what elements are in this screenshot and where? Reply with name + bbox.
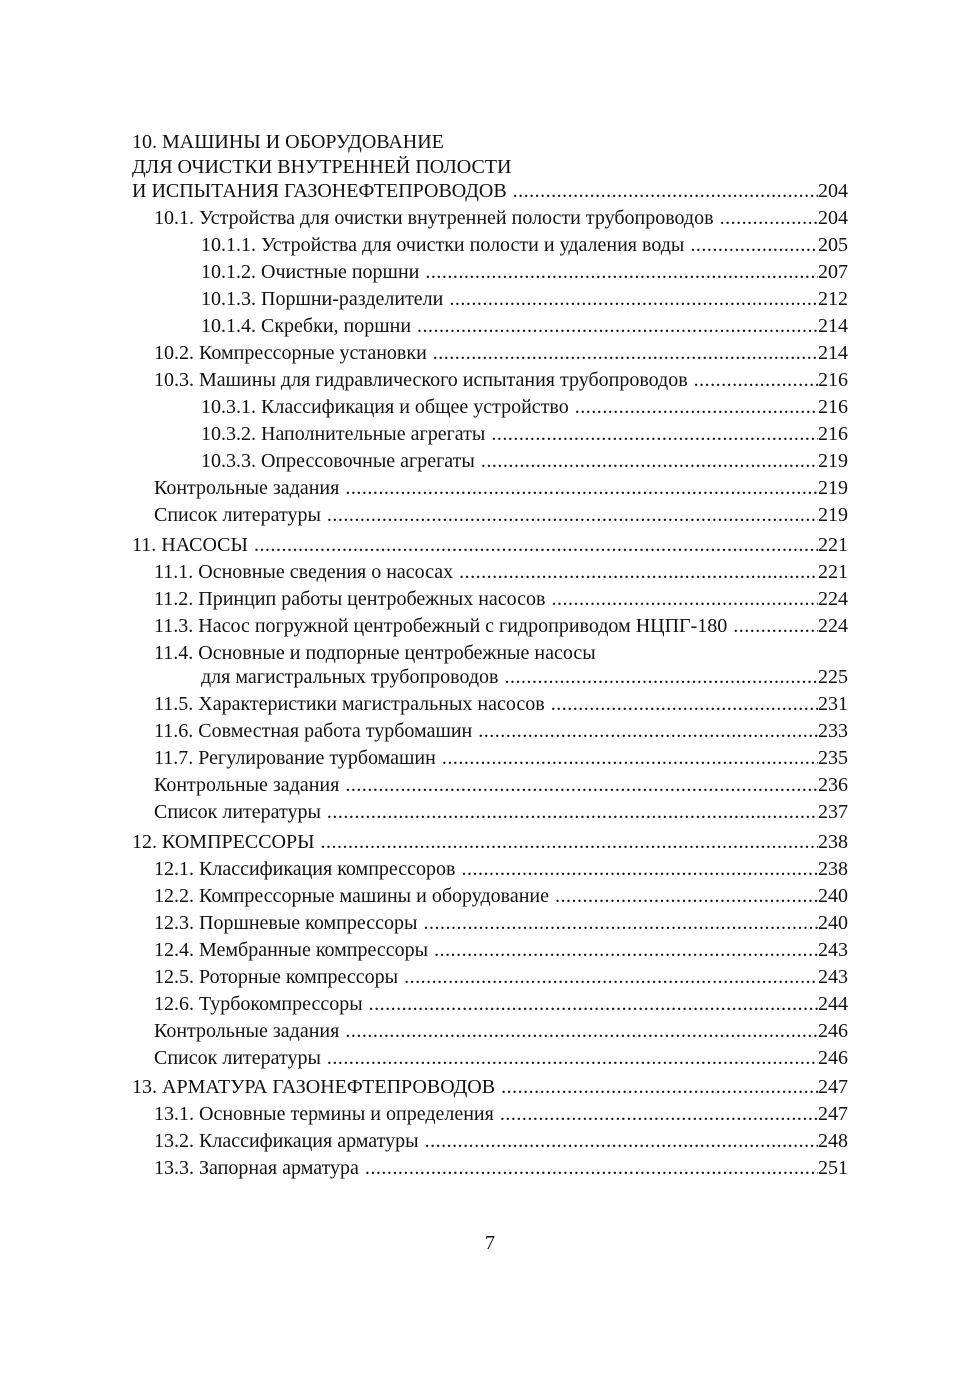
toc-entry-label: 11.6. Совместная работа турбомашин <box>154 720 473 742</box>
toc-entry-page: 219 <box>818 504 848 526</box>
toc-entry <box>132 503 848 528</box>
toc-entry <box>132 560 848 585</box>
toc-entry-label: Контрольные задания <box>154 774 340 796</box>
toc-entry-page: 244 <box>818 992 848 1015</box>
dot-leader <box>417 911 818 936</box>
toc-entry <box>132 773 848 798</box>
toc-entry <box>132 665 848 690</box>
toc-entry-page: 236 <box>818 774 848 796</box>
dot-leader <box>427 341 818 366</box>
toc-entry-page: 219 <box>818 477 848 499</box>
toc-entry-label: Контрольные задания <box>154 1019 340 1042</box>
toc-entry-page: 247 <box>818 1076 848 1098</box>
toc-entry-page: 248 <box>818 1130 848 1152</box>
toc-entry-label: 10.3.2. Наполнительные агрегаты <box>201 423 486 445</box>
toc-entry <box>132 260 848 285</box>
toc-entry <box>132 476 848 501</box>
dot-leader <box>494 1102 818 1127</box>
toc-entry-label: 10.2. Компрессорные установки <box>154 342 427 364</box>
toc-entry-label: для магистральных трубопроводов <box>201 666 499 688</box>
toc-entry <box>132 1156 848 1181</box>
toc-entry-page: 205 <box>818 234 848 256</box>
toc-entry <box>132 992 848 1017</box>
toc-entry-page: 237 <box>818 801 848 823</box>
toc-entry-label: 11.7. Регулирование турбомашин <box>154 747 436 769</box>
toc-chapter-entry <box>132 179 848 204</box>
toc-heading-line: 11.4. Основные и подпорные центробежные насосы <box>154 641 596 664</box>
toc-entry-label: 11.3. Насос погружной центробежный с гидроприводом НЦПГ-180 <box>154 614 728 637</box>
toc-entry-page: 225 <box>818 666 848 688</box>
toc-entry-page: 224 <box>818 614 848 637</box>
toc-entry <box>132 341 848 366</box>
dot-leader <box>363 992 818 1017</box>
toc-entry-label: 10.1. Устройства для очистки внутренней полости трубопроводов <box>154 207 714 229</box>
dot-leader <box>321 503 818 528</box>
toc-entry-page: 204 <box>818 180 848 202</box>
toc-chapter-entry <box>132 533 848 558</box>
dot-leader <box>248 533 818 558</box>
toc-entry <box>132 233 848 258</box>
dot-leader <box>453 560 818 585</box>
page-number: 7 <box>485 1232 495 1254</box>
toc-entry <box>132 206 848 231</box>
toc-entry-page: 240 <box>818 884 848 907</box>
dot-leader <box>545 692 818 717</box>
toc-entry-label: 10.1.2. Очистные поршни <box>201 261 420 283</box>
toc-entry-label: 11. НАСОСЫ <box>132 533 248 556</box>
toc-entry-label: 10.1.3. Поршни-разделители <box>201 288 444 310</box>
dot-leader <box>455 857 818 882</box>
toc-entry-page: 246 <box>818 1046 848 1069</box>
toc-entry <box>132 1102 848 1127</box>
toc-entry-page: 247 <box>818 1103 848 1125</box>
dot-leader <box>495 1075 818 1100</box>
toc-heading-line: ДЛЯ ОЧИСТКИ ВНУТРЕННЕЙ ПОЛОСТИ <box>132 155 512 178</box>
toc-entry <box>132 422 848 447</box>
toc-entry-label: 11.1. Основные сведения о насосах <box>154 560 454 583</box>
toc-entry-page: 212 <box>818 288 848 310</box>
toc-entry-page: 224 <box>818 587 848 610</box>
toc-entry-page: 231 <box>818 693 848 715</box>
toc-entry-label: 11.2. Принцип работы центробежных насосов <box>154 587 546 610</box>
dot-leader <box>549 884 818 909</box>
toc-entry <box>132 314 848 339</box>
dot-leader <box>321 1046 818 1071</box>
toc-entry-label: 13. АРМАТУРА ГАЗОНЕФТЕПРОВОДОВ <box>132 1076 496 1098</box>
toc-entry <box>132 884 848 909</box>
toc-entry <box>132 857 848 882</box>
dot-leader <box>472 719 818 744</box>
toc-entry-page: 221 <box>818 560 848 583</box>
toc-entry-page: 240 <box>818 911 848 934</box>
dot-leader <box>428 938 818 963</box>
dot-leader <box>321 800 818 825</box>
dot-leader <box>684 233 818 258</box>
toc-entry <box>132 1129 848 1154</box>
toc-entry-page: 207 <box>818 261 848 283</box>
toc-entry-label: 12.4. Мембранные компрессоры <box>154 938 429 961</box>
toc-entry-page: 216 <box>818 396 848 418</box>
toc-entry <box>132 719 848 744</box>
dot-leader <box>315 830 818 855</box>
dot-leader <box>569 395 818 420</box>
toc-entry <box>132 800 848 825</box>
toc-entry-label: Список литературы <box>154 504 321 526</box>
dot-leader <box>688 368 818 393</box>
toc-entry-page: 238 <box>818 830 848 853</box>
dot-leader <box>419 1129 818 1154</box>
dot-leader <box>339 476 818 501</box>
toc-entry <box>132 1019 848 1044</box>
dot-leader <box>499 665 819 690</box>
toc-entry <box>132 938 848 963</box>
toc-entry-label: И ИСПЫТАНИЯ ГАЗОНЕФТЕПРОВОДОВ <box>132 180 507 202</box>
toc-entry <box>132 368 848 393</box>
toc-entry-page: 214 <box>818 315 848 337</box>
toc-entry <box>132 449 848 474</box>
toc-entry-label: 12.5. Роторные компрессоры <box>154 965 399 988</box>
toc-entry-page: 251 <box>818 1157 848 1179</box>
toc-entry-label: 12.3. Поршневые компрессоры <box>154 911 418 934</box>
toc-entry-page: 243 <box>818 965 848 988</box>
toc-entry <box>132 911 848 936</box>
toc-entry-label: 10.3.1. Классификация и общее устройство <box>201 396 569 418</box>
dot-leader <box>714 206 818 231</box>
toc-entry-label: 10.3. Машины для гидравлического испытания трубопроводов <box>154 369 688 391</box>
toc-entry-page: 243 <box>818 938 848 961</box>
toc-entry-label: 12.1. Классификация компрессоров <box>154 857 456 880</box>
toc-entry <box>132 965 848 990</box>
toc-entry-page: 204 <box>818 207 848 229</box>
toc-entry-label: 13.3. Запорная арматура <box>154 1157 359 1179</box>
toc-entry-label: Контрольные задания <box>154 477 340 499</box>
dot-leader <box>359 1156 818 1181</box>
toc-entry-label: Список литературы <box>154 801 321 823</box>
toc-entry <box>132 287 848 312</box>
dot-leader <box>411 314 818 339</box>
toc-entry <box>132 395 848 420</box>
toc-chapter-entry <box>132 1075 848 1100</box>
toc-entry <box>132 746 848 771</box>
toc-entry-page: 246 <box>818 1019 848 1042</box>
toc-entry-label: 10.3.3. Опрессовочные агрегаты <box>201 450 475 472</box>
toc-entry-label: 13.1. Основные термины и определения <box>154 1103 494 1125</box>
dot-leader <box>419 260 818 285</box>
toc-entry-page: 238 <box>818 857 848 880</box>
toc-entry-label: 12.6. Турбокомпрессоры <box>154 992 363 1015</box>
dot-leader <box>339 773 818 798</box>
toc-entry <box>132 1046 848 1071</box>
dot-leader <box>436 746 818 771</box>
toc-entry-page: 235 <box>818 747 848 769</box>
dot-leader <box>398 965 818 990</box>
toc-entry-page: 214 <box>818 342 848 364</box>
dot-leader <box>475 449 818 474</box>
dot-leader <box>727 614 818 639</box>
toc-entry <box>132 692 848 717</box>
toc-entry-label: 10.1.1. Устройства для очистки полости и удаления воды <box>201 234 685 256</box>
toc-entry-page: 233 <box>818 720 848 742</box>
dot-leader <box>339 1019 818 1044</box>
toc-entry-label: 11.5. Характеристики магистральных насосов <box>154 693 545 715</box>
toc-heading-line: 10. МАШИНЫ И ОБОРУДОВАНИЕ <box>132 131 444 153</box>
toc-entry-label: Список литературы <box>154 1046 321 1069</box>
dot-leader <box>545 587 818 612</box>
dot-leader <box>507 179 818 204</box>
dot-leader <box>443 287 818 312</box>
toc-entry-page: 221 <box>818 533 848 556</box>
toc-entry-label: 12. КОМПРЕССОРЫ <box>132 830 315 853</box>
toc-entry <box>132 587 848 612</box>
table-of-contents <box>132 130 848 1181</box>
toc-entry-page: 216 <box>818 423 848 445</box>
toc-entry-label: 13.2. Классификация арматуры <box>154 1130 419 1152</box>
toc-entry-page: 219 <box>818 450 848 472</box>
toc-entry <box>132 614 848 639</box>
toc-entry-label: 10.1.4. Скребки, поршни <box>201 315 412 337</box>
toc-entry-label: 12.2. Компрессорные машины и оборудование <box>154 884 549 907</box>
toc-chapter-entry <box>132 830 848 855</box>
toc-entry-page: 216 <box>818 369 848 391</box>
dot-leader <box>485 422 818 447</box>
